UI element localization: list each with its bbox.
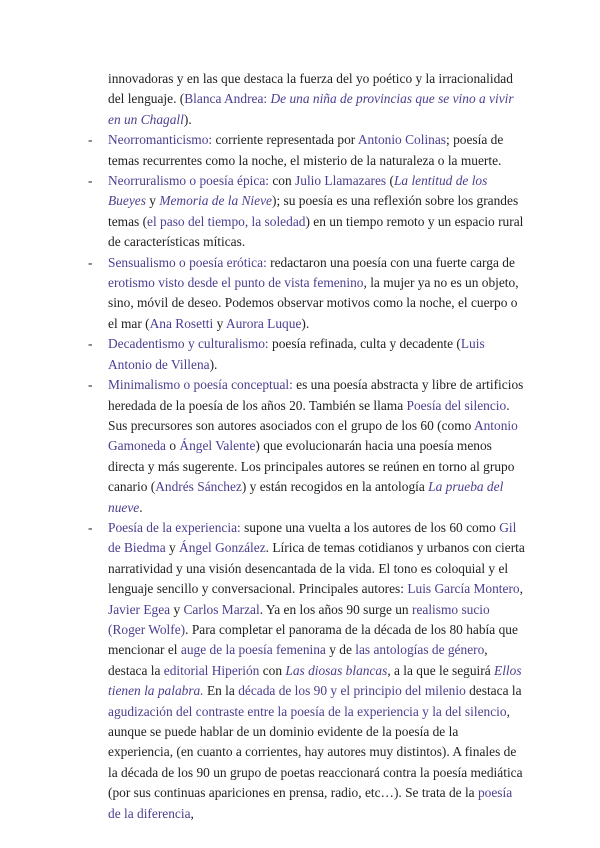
work-title: Las diosas blancas <box>285 662 388 678</box>
movement-name: Neorromanticismo: <box>108 132 213 148</box>
text-run: ). <box>183 111 192 127</box>
movement-name: poesía de la diferencia <box>108 785 513 821</box>
author-name: Antonio Gamoneda <box>108 417 518 454</box>
theme-highlight: auge de la poesía femenina <box>180 642 326 658</box>
text-run: y <box>165 540 180 556</box>
text-run: ). <box>301 315 310 331</box>
text-run: , <box>190 805 194 821</box>
list-bullet: - <box>88 377 93 393</box>
movement-name: Poesía de la experiencia: <box>108 519 241 535</box>
author-name: Luis García Montero <box>407 581 520 597</box>
text-run: ) que evolucionarán hacia una poesía menos directa y más sugerente. Los principales autores se reúnen en torno al grupo canario ( <box>108 438 515 495</box>
text-run: con <box>269 173 296 189</box>
text-run: destaca la <box>465 683 522 699</box>
text-run: . Sus precursores son autores asociados con el grupo de los 60 (como <box>108 397 510 433</box>
movement-name: Neorruralismo o poesía épica: <box>108 173 270 189</box>
text-run: En la <box>203 683 239 699</box>
author-name: Ángel González <box>179 540 266 556</box>
author-name: Ángel Valente <box>179 438 256 454</box>
list-item-decadentismo <box>88 334 526 375</box>
text-run: . Lírica de temas cotidianos y urbanos con cierta narratividad y una visión desencantada de la vida. El tono es coloquial y el lenguaje sencillo y conversacional. Principales autores: <box>108 540 525 597</box>
publisher-name: editorial Hiperión <box>163 662 260 678</box>
text-run: corriente representada por <box>212 132 358 148</box>
movement-alias: Poesía del silencio <box>406 397 507 413</box>
intro-paragraph <box>108 69 526 130</box>
text-run: y <box>170 601 184 617</box>
list-bullet: - <box>88 254 93 270</box>
work-title: De una niña de provincias que se vino a vivir en un Chagall <box>108 91 514 127</box>
text-run: ); su poesía es una reflexión sobre los grandes temas ( <box>108 193 519 229</box>
text-run: ) en un tiempo remoto y un espacio rural de características míticas. <box>108 213 524 250</box>
author-name: Andrés Sánchez <box>155 479 242 495</box>
movement-name: realismo sucio (Roger Wolfe) <box>108 601 490 637</box>
text-run: y <box>145 193 160 209</box>
text-run: poesía refinada, culta y decadente ( <box>268 336 461 352</box>
text-run: , la mujer ya no es un objeto, sino, móvil de deseo. Podemos observar motivos como la noche, el cuerpo o el mar ( <box>108 275 519 331</box>
text-run: . <box>139 499 143 515</box>
author-name: Carlos Marzal <box>183 601 260 617</box>
movement-name: Minimalismo o poesía conceptual: <box>108 377 293 393</box>
author-name: Julio Llamazares <box>295 173 387 189</box>
movement-name: Decadentismo y culturalismo: <box>108 336 269 352</box>
text-run: redactaron una poesía con una fuerte carga de <box>266 254 515 270</box>
list-bullet: - <box>88 336 93 352</box>
document-body <box>88 69 526 824</box>
author-name: Antonio Colinas <box>357 132 447 148</box>
list-bullet: - <box>88 519 93 535</box>
list-item-neorromanticismo <box>88 130 526 171</box>
text-run: , aunque se puede hablar de un dominio evidente de la poesía de la experiencia, (en cuanto a corrientes, hay autores muy distintos). A finales de la década de los 90 un grupo de poetas reaccionará contra la poesía mediática (por sus continuas apariciones en prensa, radio, etc…). Se trata de la <box>108 703 523 801</box>
theme-highlight: década de los 90 y el principio del milenio <box>238 683 466 699</box>
author-name: Blanca Andrea: <box>184 91 271 107</box>
text-run: y <box>213 315 226 331</box>
movement-name: Sensualismo o poesía erótica: <box>108 254 267 270</box>
list-item-neorruralismo <box>88 171 526 253</box>
text-run: , a la que le seguirá <box>387 662 495 678</box>
list-item-sensualismo <box>88 253 526 335</box>
list-item-minimalismo <box>88 375 526 518</box>
author-name: Javier Egea <box>108 601 171 617</box>
text-run: , <box>519 581 523 597</box>
theme-highlight: el paso del tiempo, la soledad <box>147 213 306 229</box>
work-title: La prueba del nueve <box>108 479 504 515</box>
text-run: supone una vuelta a los autores de los 60 como <box>240 519 500 535</box>
theme-highlight: erotismo visto desde el punto de vista femenino <box>108 275 364 291</box>
text-run: ( <box>386 173 394 189</box>
author-name: Gil de Biedma <box>108 519 517 556</box>
text-run: ; poesía de temas recurrentes como la noche, el misterio de la naturaleza o la muerte. <box>108 132 504 168</box>
list-bullet: - <box>88 173 93 189</box>
text-run: innovadoras y en las que destaca la fuerza del yo poético y la irracionalidad del lenguaje. ( <box>108 71 513 107</box>
text-run: y de <box>325 642 356 658</box>
work-title: La lentitud de los Bueyes <box>108 173 488 209</box>
list-bullet: - <box>88 132 93 148</box>
text-run: con <box>259 662 286 678</box>
text-run: ). <box>209 356 218 372</box>
theme-highlight: agudización del contraste entre la poesía de la experiencia y la del silencio <box>108 703 507 719</box>
list-item-poesia-experiencia <box>88 518 526 824</box>
work-title: Ellos tienen la palabra. <box>108 662 522 699</box>
author-name: Ana Rosetti <box>149 315 214 331</box>
author-name: Aurora Luque <box>225 315 302 331</box>
theme-highlight: las antologías de género <box>355 642 485 658</box>
text-run: . Para completar el panorama de la década de los 80 había que mencionar el <box>108 621 518 658</box>
text-run: ) y están recogidos en la antología <box>241 479 429 495</box>
text-run: es una poesía abstracta y libre de artificios heredada de la poesía de los años 20. También se llama <box>108 377 524 413</box>
text-run: o <box>166 438 180 454</box>
text-run: . Ya en los años 90 surge un <box>259 601 412 617</box>
text-run: , destaca la <box>108 642 488 678</box>
work-title: Memoria de la Nieve <box>159 193 272 209</box>
author-name: Luis Antonio de Villena <box>108 336 485 372</box>
